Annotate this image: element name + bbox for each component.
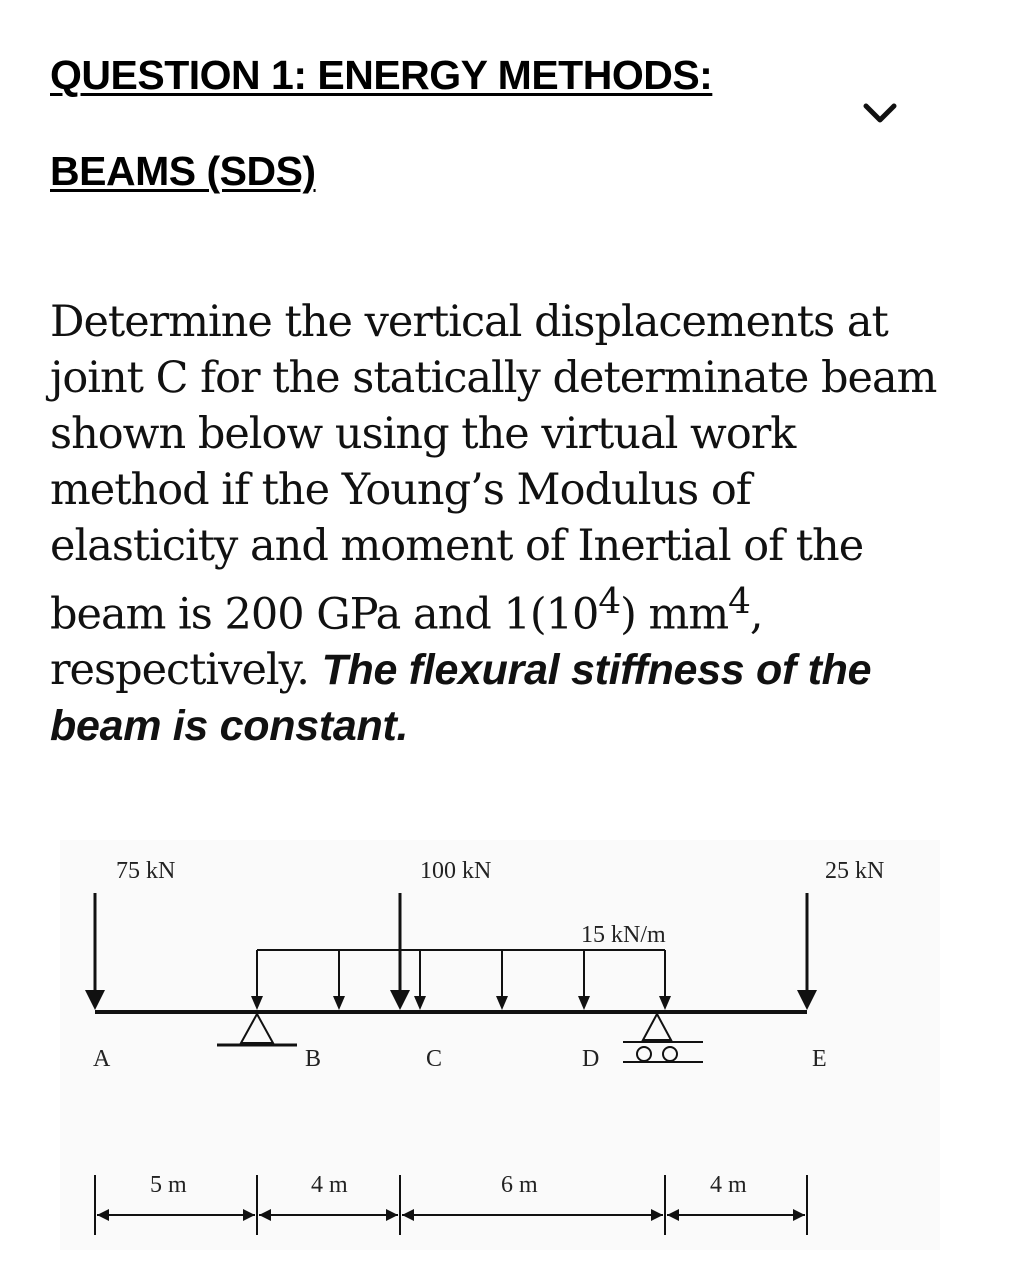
exponent-1: 4 <box>598 581 621 622</box>
question-text-part-2: ) mm <box>620 589 729 640</box>
question-text-part-1: Determine the vertical displacements at joint C for the statically determinate beam shown below using the virtual work method if the Young’s Modulus of elasticity and moment of Inertial of the beam is 200 GPa and 1(10 <box>50 297 937 640</box>
joint-label-a: A <box>93 1046 111 1072</box>
point-load-c-arrow <box>390 893 410 1010</box>
span-label-cd: 6 m <box>501 1172 538 1198</box>
span-label-ab: 5 m <box>150 1172 187 1198</box>
joint-label-e: E <box>812 1046 827 1072</box>
joint-label-d: D <box>582 1046 600 1072</box>
pin-support-b <box>217 1014 297 1045</box>
span-label-bc: 4 m <box>311 1172 348 1198</box>
load-label-e: 25 kN <box>825 858 885 884</box>
load-label-c: 100 kN <box>420 858 492 884</box>
joint-label-b: B <box>305 1046 322 1072</box>
span-label-de: 4 m <box>710 1172 747 1198</box>
beam-diagram <box>60 840 940 1250</box>
load-label-a: 75 kN <box>116 858 176 884</box>
question-text-part-3: , respectively. <box>50 589 763 696</box>
joint-label-c: C <box>426 1046 443 1072</box>
point-load-a-arrow <box>85 893 105 1010</box>
roller-support-d <box>623 1014 703 1062</box>
udl-label: 15 kN/m <box>581 922 666 948</box>
distributed-load <box>251 950 671 1010</box>
exponent-2: 4 <box>728 581 750 622</box>
question-text <box>50 294 950 754</box>
question-title: QUESTION 1: ENERGY METHODS: <box>50 52 713 98</box>
question-emphasis: The flexural stiffness of the beam is constant. <box>50 646 872 751</box>
chevron-down-icon[interactable] <box>858 96 902 130</box>
point-load-e-arrow <box>797 893 817 1010</box>
dimension-lines <box>95 1175 807 1235</box>
question-subtitle: BEAMS (SDS) <box>50 148 316 194</box>
